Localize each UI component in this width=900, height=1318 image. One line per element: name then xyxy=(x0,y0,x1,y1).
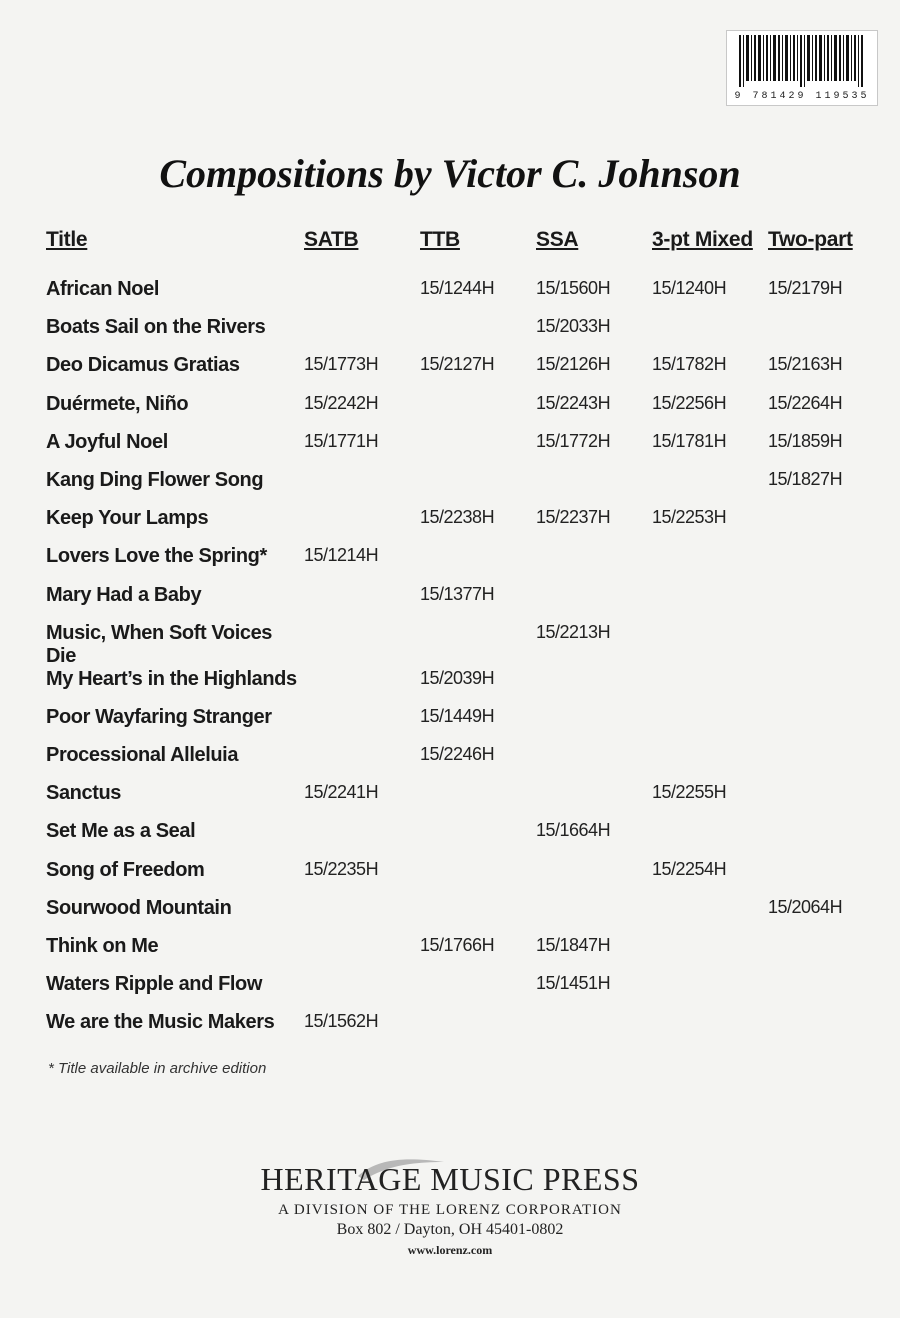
catalog-number xyxy=(304,584,420,622)
catalog-number: 15/2264H xyxy=(768,392,843,413)
catalog-number: 15/2238H xyxy=(420,507,495,528)
composition-title: A Joyful Noel xyxy=(46,430,168,453)
catalog-number: 15/1451H xyxy=(536,973,611,994)
catalog-number xyxy=(536,469,652,507)
catalog-number xyxy=(768,507,858,545)
catalog-number: 15/1781H xyxy=(652,430,727,451)
catalog-number xyxy=(420,897,536,935)
catalog-number xyxy=(304,278,420,316)
column-header-satb: SATB xyxy=(304,228,359,251)
catalog-number xyxy=(652,897,768,935)
catalog-number xyxy=(768,973,858,1011)
publisher-website: www.lorenz.com xyxy=(407,1243,493,1257)
catalog-number: 15/1771H xyxy=(304,430,379,451)
catalog-number xyxy=(536,706,652,744)
catalog-number: 15/1766H xyxy=(420,935,495,955)
catalog-number xyxy=(536,782,652,820)
table-row xyxy=(46,354,858,392)
composition-title: Keep Your Lamps xyxy=(46,507,209,530)
catalog-number: 15/2256H xyxy=(652,392,727,413)
catalog-number xyxy=(768,820,858,858)
table-row xyxy=(46,668,858,706)
catalog-number xyxy=(420,1011,536,1049)
column-header-ttb: TTB xyxy=(420,228,460,251)
catalog-number xyxy=(652,622,768,668)
catalog-number: 15/2179H xyxy=(768,278,843,298)
catalog-number: 15/1377H xyxy=(420,583,495,604)
catalog-number xyxy=(304,744,420,782)
catalog-number xyxy=(304,706,420,744)
barcode-number: 9 781429 119535 xyxy=(734,91,870,102)
composition-title: Sanctus xyxy=(46,782,122,805)
composition-title: Song of Freedom xyxy=(46,858,205,881)
table-row xyxy=(46,393,858,431)
catalog-number: 15/1782H xyxy=(652,354,727,375)
composition-title: Sourwood Mountain xyxy=(46,896,232,919)
catalog-number xyxy=(304,897,420,935)
column-header-title: Title xyxy=(46,228,88,251)
page-title: Compositions by Victor C. Johnson xyxy=(159,151,741,196)
column-header-ssa: SSA xyxy=(536,228,579,251)
table-row xyxy=(46,469,858,507)
catalog-number: 15/1560H xyxy=(536,278,611,298)
catalog-number: 15/1240H xyxy=(652,278,727,298)
catalog-number: 15/2033H xyxy=(536,316,611,337)
catalog-number xyxy=(420,622,536,668)
catalog-number xyxy=(652,744,768,782)
catalog-number xyxy=(536,744,652,782)
catalog-number xyxy=(768,584,858,622)
table-row xyxy=(46,545,858,583)
table-row xyxy=(46,622,858,668)
compositions-table xyxy=(46,228,858,1050)
composition-title: Set Me as a Seal xyxy=(46,820,196,843)
publisher-name: HERITAGE MUSIC PRESS xyxy=(260,1161,640,1197)
catalog-number xyxy=(536,668,652,706)
catalog-number xyxy=(768,1011,858,1049)
catalog-number: 15/1773H xyxy=(304,354,379,375)
catalog-number: 15/2213H xyxy=(536,621,611,642)
publisher-address: Box 802 / Dayton, OH 45401-0802 xyxy=(336,1221,564,1238)
catalog-number xyxy=(652,545,768,583)
column-header-two-part: Two-part xyxy=(768,228,853,251)
catalog-number: 15/1847H xyxy=(536,935,611,955)
catalog-number xyxy=(420,820,536,858)
composition-title: Deo Dicamus Gratias xyxy=(46,354,240,377)
catalog-number xyxy=(768,706,858,744)
composition-title: Processional Alleluia xyxy=(46,744,239,767)
catalog-number xyxy=(652,973,768,1011)
catalog-number: 15/1772H xyxy=(536,430,611,451)
composition-title: Duérmete, Niño xyxy=(46,392,189,415)
table-header-row xyxy=(46,228,858,262)
catalog-number xyxy=(304,622,420,668)
publisher-division: A DIVISION OF THE LORENZ CORPORATION xyxy=(278,1202,622,1218)
table-row xyxy=(46,820,858,858)
table-row xyxy=(46,278,858,316)
composition-title: Music, When Soft Voices Die xyxy=(46,621,273,667)
catalog-number xyxy=(304,820,420,858)
table-row xyxy=(46,1011,858,1049)
barcode-bars-icon xyxy=(739,35,865,87)
table-row xyxy=(46,744,858,782)
catalog-number xyxy=(652,469,768,507)
catalog-number xyxy=(536,545,652,583)
catalog-number xyxy=(420,545,536,583)
footnote: * Title available in archive edition xyxy=(48,1060,267,1077)
catalog-number: 15/2241H xyxy=(304,782,379,803)
catalog-number: 15/2246H xyxy=(420,744,495,765)
catalog-number xyxy=(652,584,768,622)
table-row xyxy=(46,897,858,935)
catalog-number xyxy=(652,668,768,706)
composition-title: Boats Sail on the Rivers xyxy=(46,316,266,339)
catalog-number: 15/2039H xyxy=(420,667,495,688)
composition-title: Lovers Love the Spring* xyxy=(46,545,267,568)
catalog-number xyxy=(420,859,536,897)
catalog-number xyxy=(768,622,858,668)
catalog-number xyxy=(304,973,420,1011)
catalog-number xyxy=(768,668,858,706)
catalog-number xyxy=(536,897,652,935)
catalog-number xyxy=(304,469,420,507)
catalog-number xyxy=(768,935,858,973)
composition-title: We are the Music Makers xyxy=(46,1011,275,1034)
catalog-number xyxy=(420,431,536,469)
catalog-number xyxy=(536,1011,652,1049)
catalog-number xyxy=(536,859,652,897)
catalog-number xyxy=(652,820,768,858)
table-row xyxy=(46,706,858,744)
catalog-number: 15/2255H xyxy=(652,782,727,803)
catalog-number xyxy=(304,935,420,973)
catalog-number xyxy=(768,859,858,897)
catalog-number: 15/1859H xyxy=(768,430,843,451)
barcode xyxy=(726,30,878,106)
catalog-number: 15/1562H xyxy=(304,1011,379,1032)
catalog-number xyxy=(420,973,536,1011)
table-row xyxy=(46,584,858,622)
catalog-number xyxy=(768,545,858,583)
table-row xyxy=(46,859,858,897)
table-row xyxy=(46,507,858,545)
catalog-number xyxy=(652,706,768,744)
column-header-3pt-mixed: 3-pt Mixed xyxy=(652,228,753,251)
catalog-number: 15/1827H xyxy=(768,468,843,489)
catalog-number: 15/1244H xyxy=(420,278,495,298)
catalog-number: 15/2253H xyxy=(652,507,727,528)
composition-title: Think on Me xyxy=(46,935,159,957)
catalog-number: 15/2235H xyxy=(304,858,379,879)
catalog-number: 15/1449H xyxy=(420,705,495,726)
catalog-number: 15/2126H xyxy=(536,354,611,375)
catalog-number: 15/2163H xyxy=(768,354,843,375)
catalog-number xyxy=(304,316,420,354)
catalog-number xyxy=(304,668,420,706)
catalog-number: 15/2243H xyxy=(536,392,611,413)
catalog-number: 15/1214H xyxy=(304,545,379,566)
catalog-number xyxy=(420,469,536,507)
table-row xyxy=(46,973,858,1011)
table-body xyxy=(46,262,858,1050)
catalog-number xyxy=(420,782,536,820)
catalog-number xyxy=(768,316,858,354)
catalog-number xyxy=(652,1011,768,1049)
composition-title: African Noel xyxy=(46,278,160,300)
composition-title: Mary Had a Baby xyxy=(46,583,202,606)
catalog-number xyxy=(768,782,858,820)
catalog-number xyxy=(652,935,768,973)
catalog-number: 15/1664H xyxy=(536,820,611,841)
catalog-number xyxy=(536,584,652,622)
composition-title: Waters Ripple and Flow xyxy=(46,973,263,996)
catalog-number xyxy=(768,744,858,782)
composition-title: Kang Ding Flower Song xyxy=(46,468,264,491)
catalog-number xyxy=(420,393,536,431)
table-row xyxy=(46,782,858,820)
catalog-number: 15/2127H xyxy=(420,354,495,375)
catalog-number: 15/2242H xyxy=(304,392,379,413)
table-row xyxy=(46,431,858,469)
table-row xyxy=(46,935,858,973)
catalog-number xyxy=(420,316,536,354)
table-row xyxy=(46,316,858,354)
catalog-number: 15/2064H xyxy=(768,896,843,917)
catalog-number xyxy=(304,507,420,545)
composition-title: Poor Wayfaring Stranger xyxy=(46,705,272,728)
catalog-number xyxy=(652,316,768,354)
publisher-block xyxy=(0,1160,900,1258)
catalog-number: 15/2237H xyxy=(536,507,611,528)
catalog-number: 15/2254H xyxy=(652,858,727,879)
composition-title: My Heart’s in the Highlands xyxy=(46,667,297,690)
